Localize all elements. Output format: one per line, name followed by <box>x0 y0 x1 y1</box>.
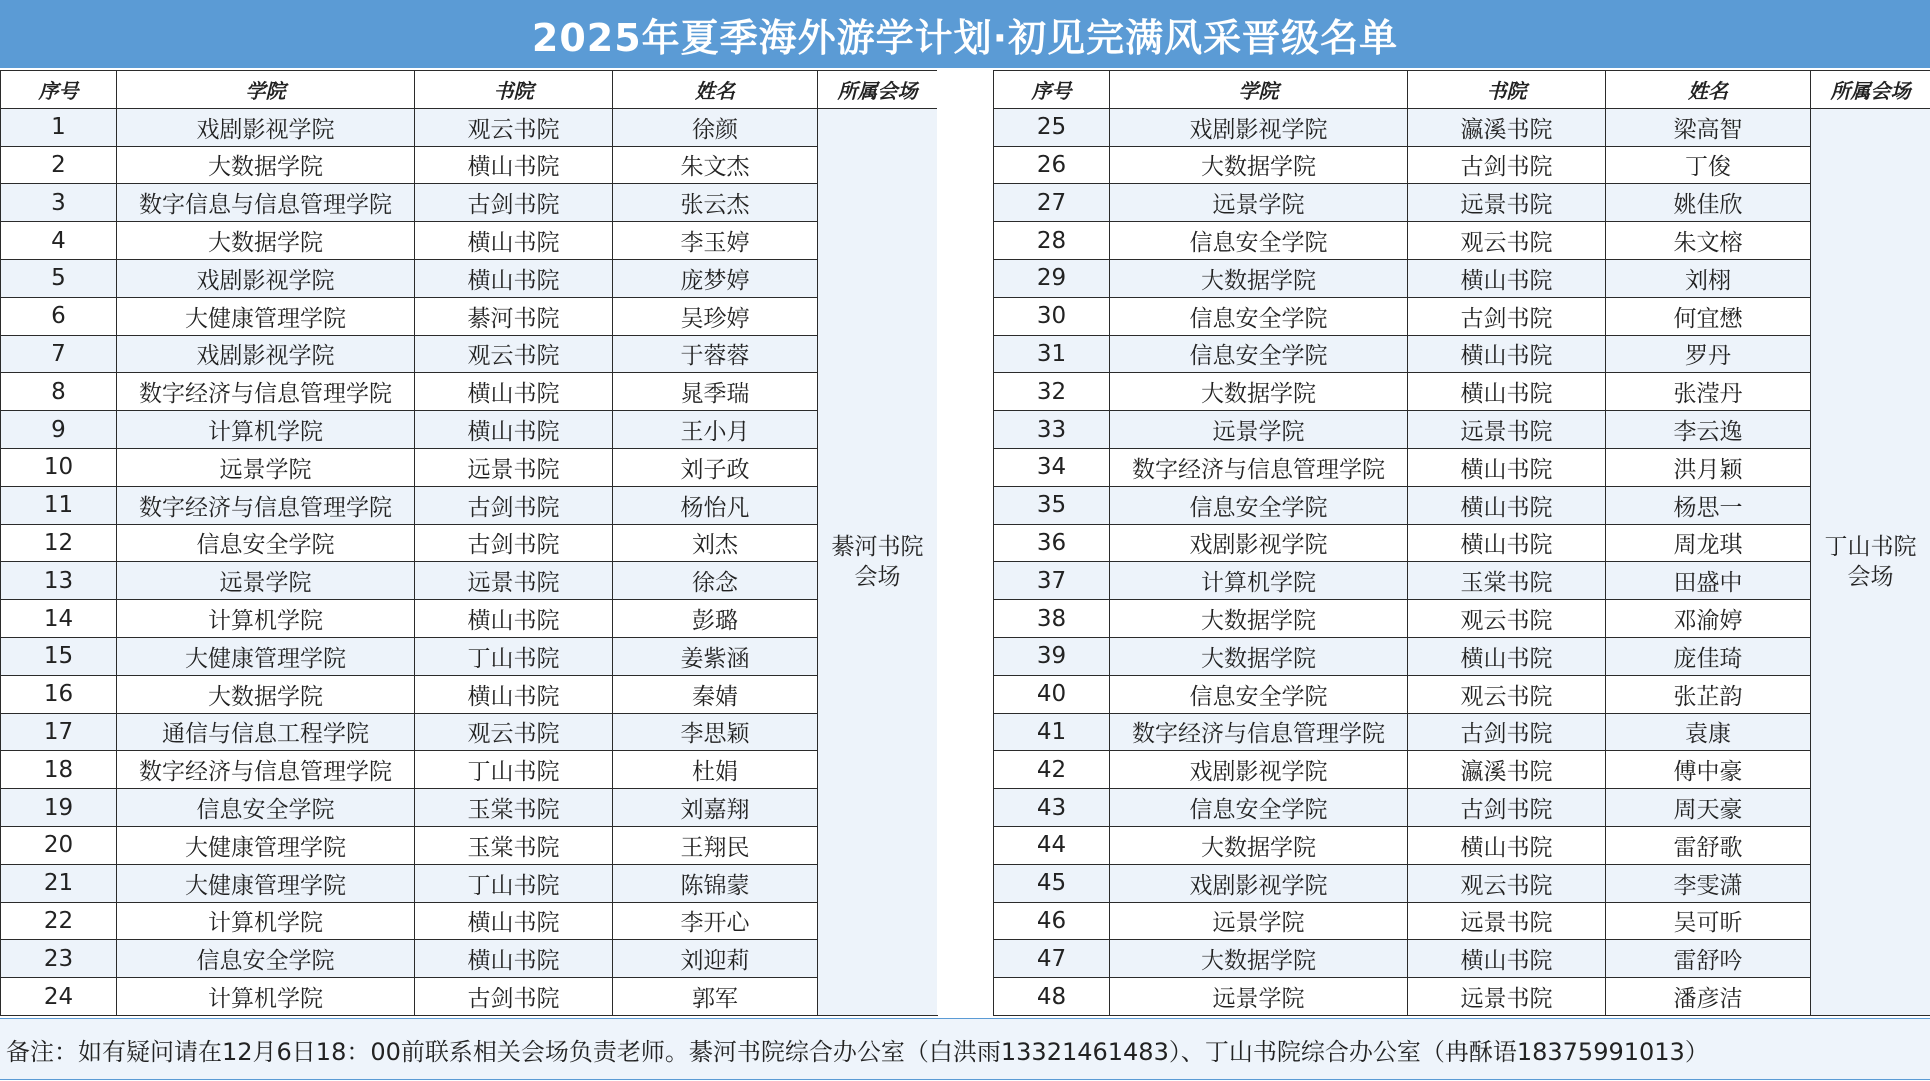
cell-name: 刘栩 <box>1606 259 1811 297</box>
cell-name: 潘彦洁 <box>1606 978 1811 1016</box>
cell-index: 9 <box>1 411 117 449</box>
cell-academy: 远景书院 <box>1408 978 1606 1016</box>
cell-college: 戏剧影视学院 <box>1110 108 1408 146</box>
cell-academy: 横山书院 <box>1408 373 1606 411</box>
cell-academy: 横山书院 <box>1408 637 1606 675</box>
cell-college: 数字信息与信息管理学院 <box>117 184 415 222</box>
table-row <box>1 486 938 524</box>
table-row <box>994 562 1930 600</box>
cell-academy: 观云书院 <box>1408 600 1606 638</box>
cell-name: 洪月颖 <box>1606 448 1811 486</box>
cell-academy: 玉棠书院 <box>415 789 613 827</box>
cell-name: 傅中豪 <box>1606 751 1811 789</box>
table-header-row <box>1 71 938 109</box>
cell-index: 44 <box>994 826 1110 864</box>
cell-name: 刘杰 <box>613 524 818 562</box>
cell-college: 戏剧影视学院 <box>1110 524 1408 562</box>
cell-college: 戏剧影视学院 <box>1110 864 1408 902</box>
cell-academy: 古剑书院 <box>1408 789 1606 827</box>
roster-table-left <box>0 70 938 1016</box>
cell-academy: 横山书院 <box>415 675 613 713</box>
cell-index: 17 <box>1 713 117 751</box>
cell-academy: 观云书院 <box>415 713 613 751</box>
cell-college: 信息安全学院 <box>1110 297 1408 335</box>
cell-academy: 横山书院 <box>415 600 613 638</box>
cell-name: 朱文杰 <box>613 146 818 184</box>
cell-name: 杨怡凡 <box>613 486 818 524</box>
cell-college: 信息安全学院 <box>1110 335 1408 373</box>
roster-body-left <box>1 108 938 1015</box>
cell-college: 信息安全学院 <box>117 524 415 562</box>
table-row <box>1 184 938 222</box>
table-row <box>994 637 1930 675</box>
cell-college: 戏剧影视学院 <box>117 259 415 297</box>
column-header-name: 姓名 <box>613 71 818 109</box>
cell-index: 41 <box>994 713 1110 751</box>
cell-academy: 横山书院 <box>1408 826 1606 864</box>
cell-college: 计算机学院 <box>1110 562 1408 600</box>
table-row <box>994 713 1930 751</box>
table-row <box>1 562 938 600</box>
table-row <box>1 600 938 638</box>
cell-name: 张芷韵 <box>1606 675 1811 713</box>
cell-name: 丁俊 <box>1606 146 1811 184</box>
cell-college: 大数据学院 <box>117 222 415 260</box>
cell-college: 戏剧影视学院 <box>117 108 415 146</box>
cell-index: 37 <box>994 562 1110 600</box>
table-row <box>994 373 1930 411</box>
cell-college: 信息安全学院 <box>1110 789 1408 827</box>
column-header-venue: 所属会场 <box>1811 71 1930 109</box>
cell-college: 远景学院 <box>1110 411 1408 449</box>
table-row <box>994 524 1930 562</box>
cell-college: 大数据学院 <box>117 675 415 713</box>
cell-college: 计算机学院 <box>117 902 415 940</box>
cell-academy: 横山书院 <box>415 411 613 449</box>
cell-academy: 远景书院 <box>1408 411 1606 449</box>
cell-academy: 古剑书院 <box>1408 713 1606 751</box>
table-row <box>1 637 938 675</box>
cell-academy: 古剑书院 <box>415 524 613 562</box>
cell-name: 何宜懋 <box>1606 297 1811 335</box>
cell-college: 数字经济与信息管理学院 <box>117 751 415 789</box>
roster-table-right <box>993 70 1930 1016</box>
cell-name: 彭璐 <box>613 600 818 638</box>
cell-college: 计算机学院 <box>117 600 415 638</box>
table-row <box>994 222 1930 260</box>
cell-academy: 观云书院 <box>415 108 613 146</box>
cell-index: 5 <box>1 259 117 297</box>
table-row <box>994 978 1930 1016</box>
cell-academy: 远景书院 <box>415 448 613 486</box>
cell-name: 吴可昕 <box>1606 902 1811 940</box>
table-row <box>1 373 938 411</box>
cell-academy: 横山书院 <box>415 373 613 411</box>
cell-name: 梁高智 <box>1606 108 1811 146</box>
cell-academy: 玉棠书院 <box>1408 562 1606 600</box>
cell-academy: 横山书院 <box>415 902 613 940</box>
cell-name: 张滢丹 <box>1606 373 1811 411</box>
table-row <box>994 411 1930 449</box>
table-row <box>1 297 938 335</box>
cell-index: 24 <box>1 978 117 1016</box>
table-row <box>994 486 1930 524</box>
venue-cell <box>818 108 938 1015</box>
cell-name: 于蓉蓉 <box>613 335 818 373</box>
cell-index: 1 <box>1 108 117 146</box>
cell-index: 23 <box>1 940 117 978</box>
cell-college: 信息安全学院 <box>117 940 415 978</box>
cell-index: 26 <box>994 146 1110 184</box>
table-row <box>1 524 938 562</box>
cell-name: 姚佳欣 <box>1606 184 1811 222</box>
cell-academy: 古剑书院 <box>1408 146 1606 184</box>
cell-name: 徐颜 <box>613 108 818 146</box>
table-row <box>994 448 1930 486</box>
table-row <box>1 146 938 184</box>
column-header-venue: 所属会场 <box>818 71 938 109</box>
cell-index: 35 <box>994 486 1110 524</box>
cell-academy: 綦河书院 <box>415 297 613 335</box>
venue-line1: 綦河书院 <box>831 533 924 560</box>
table-row <box>1 259 938 297</box>
cell-college: 通信与信息工程学院 <box>117 713 415 751</box>
table-row <box>1 713 938 751</box>
cell-index: 47 <box>994 940 1110 978</box>
cell-index: 45 <box>994 864 1110 902</box>
cell-college: 信息安全学院 <box>1110 486 1408 524</box>
cell-index: 16 <box>1 675 117 713</box>
cell-name: 袁康 <box>1606 713 1811 751</box>
cell-academy: 古剑书院 <box>415 978 613 1016</box>
cell-name: 刘子政 <box>613 448 818 486</box>
cell-academy: 远景书院 <box>1408 184 1606 222</box>
cell-name: 周天豪 <box>1606 789 1811 827</box>
cell-academy: 玉棠书院 <box>415 826 613 864</box>
cell-academy: 横山书院 <box>415 940 613 978</box>
cell-college: 大数据学院 <box>1110 637 1408 675</box>
cell-college: 大数据学院 <box>1110 826 1408 864</box>
table-row <box>994 259 1930 297</box>
cell-college: 数字经济与信息管理学院 <box>1110 448 1408 486</box>
column-header-academy: 书院 <box>1408 71 1606 109</box>
cell-name: 李雯潇 <box>1606 864 1811 902</box>
table-row <box>1 222 938 260</box>
table-row <box>994 335 1930 373</box>
cell-college: 大数据学院 <box>1110 600 1408 638</box>
cell-college: 大数据学院 <box>117 146 415 184</box>
cell-name: 秦婧 <box>613 675 818 713</box>
cell-name: 庞梦婷 <box>613 259 818 297</box>
cell-name: 李云逸 <box>1606 411 1811 449</box>
cell-index: 36 <box>994 524 1110 562</box>
cell-college: 远景学院 <box>117 562 415 600</box>
column-header-index: 序号 <box>994 71 1110 109</box>
cell-name: 周龙琪 <box>1606 524 1811 562</box>
cell-index: 38 <box>994 600 1110 638</box>
table-row <box>994 297 1930 335</box>
cell-name: 王翔民 <box>613 826 818 864</box>
table-row <box>1 108 938 146</box>
cell-index: 25 <box>994 108 1110 146</box>
cell-college: 大数据学院 <box>1110 373 1408 411</box>
table-row <box>1 335 938 373</box>
cell-index: 2 <box>1 146 117 184</box>
cell-college: 大数据学院 <box>1110 940 1408 978</box>
table-row <box>1 751 938 789</box>
cell-name: 庞佳琦 <box>1606 637 1811 675</box>
cell-college: 大健康管理学院 <box>117 826 415 864</box>
cell-index: 4 <box>1 222 117 260</box>
cell-college: 大健康管理学院 <box>117 864 415 902</box>
cell-academy: 观云书院 <box>1408 675 1606 713</box>
table-row <box>994 826 1930 864</box>
cell-college: 信息安全学院 <box>1110 675 1408 713</box>
cell-college: 远景学院 <box>1110 902 1408 940</box>
cell-college: 大数据学院 <box>1110 259 1408 297</box>
column-header-index: 序号 <box>1 71 117 109</box>
table-row <box>994 789 1930 827</box>
cell-index: 3 <box>1 184 117 222</box>
table-header-row <box>994 71 1930 109</box>
cell-index: 18 <box>1 751 117 789</box>
table-row <box>1 978 938 1016</box>
cell-name: 刘迎莉 <box>613 940 818 978</box>
venue-cell <box>1811 108 1930 1015</box>
column-header-name: 姓名 <box>1606 71 1811 109</box>
cell-index: 6 <box>1 297 117 335</box>
cell-college: 数字经济与信息管理学院 <box>117 373 415 411</box>
table-row <box>1 940 938 978</box>
cell-name: 杨思一 <box>1606 486 1811 524</box>
cell-index: 27 <box>994 184 1110 222</box>
column-header-college: 学院 <box>1110 71 1408 109</box>
table-row <box>994 600 1930 638</box>
table-row <box>994 751 1930 789</box>
cell-academy: 远景书院 <box>1408 902 1606 940</box>
cell-index: 12 <box>1 524 117 562</box>
cell-index: 10 <box>1 448 117 486</box>
cell-college: 大健康管理学院 <box>117 297 415 335</box>
venue-line2: 会场 <box>854 563 901 590</box>
cell-index: 29 <box>994 259 1110 297</box>
cell-college: 大数据学院 <box>1110 146 1408 184</box>
cell-index: 48 <box>994 978 1110 1016</box>
table-row <box>1 411 938 449</box>
cell-academy: 瀛溪书院 <box>1408 108 1606 146</box>
cell-name: 朱文榕 <box>1606 222 1811 260</box>
cell-academy: 远景书院 <box>415 562 613 600</box>
cell-college: 数字经济与信息管理学院 <box>1110 713 1408 751</box>
cell-college: 远景学院 <box>117 448 415 486</box>
table-row <box>1 789 938 827</box>
cell-name: 郭军 <box>613 978 818 1016</box>
cell-college: 戏剧影视学院 <box>1110 751 1408 789</box>
table-row <box>994 902 1930 940</box>
venue-line2: 会场 <box>1847 563 1894 590</box>
table-row <box>994 940 1930 978</box>
cell-index: 20 <box>1 826 117 864</box>
cell-name: 王小月 <box>613 411 818 449</box>
cell-index: 14 <box>1 600 117 638</box>
cell-college: 计算机学院 <box>117 411 415 449</box>
cell-academy: 横山书院 <box>1408 486 1606 524</box>
cell-college: 数字经济与信息管理学院 <box>117 486 415 524</box>
cell-college: 戏剧影视学院 <box>117 335 415 373</box>
cell-college: 大健康管理学院 <box>117 637 415 675</box>
cell-name: 邓渝婷 <box>1606 600 1811 638</box>
cell-academy: 古剑书院 <box>1408 297 1606 335</box>
cell-name: 雷舒吟 <box>1606 940 1811 978</box>
table-row <box>1 826 938 864</box>
cell-index: 40 <box>994 675 1110 713</box>
cell-academy: 横山书院 <box>1408 335 1606 373</box>
table-row <box>994 108 1930 146</box>
cell-index: 32 <box>994 373 1110 411</box>
cell-academy: 横山书院 <box>1408 940 1606 978</box>
roster-body-right <box>994 108 1930 1015</box>
cell-name: 姜紫涵 <box>613 637 818 675</box>
cell-index: 15 <box>1 637 117 675</box>
table-row <box>1 864 938 902</box>
cell-academy: 观云书院 <box>1408 222 1606 260</box>
cell-academy: 横山书院 <box>415 222 613 260</box>
cell-name: 罗丹 <box>1606 335 1811 373</box>
table-row <box>994 675 1930 713</box>
table-row <box>994 184 1930 222</box>
cell-index: 19 <box>1 789 117 827</box>
table-row <box>1 675 938 713</box>
cell-name: 杜娟 <box>613 751 818 789</box>
column-header-college: 学院 <box>117 71 415 109</box>
cell-academy: 观云书院 <box>1408 864 1606 902</box>
cell-index: 33 <box>994 411 1110 449</box>
cell-academy: 丁山书院 <box>415 751 613 789</box>
table-gap <box>937 70 993 1015</box>
cell-name: 吴珍婷 <box>613 297 818 335</box>
cell-name: 田盛中 <box>1606 562 1811 600</box>
cell-academy: 横山书院 <box>1408 448 1606 486</box>
cell-name: 李玉婷 <box>613 222 818 260</box>
venue-line1: 丁山书院 <box>1824 533 1917 560</box>
cell-academy: 丁山书院 <box>415 637 613 675</box>
cell-name: 张云杰 <box>613 184 818 222</box>
cell-name: 刘嘉翔 <box>613 789 818 827</box>
cell-college: 信息安全学院 <box>117 789 415 827</box>
cell-index: 13 <box>1 562 117 600</box>
table-row <box>994 864 1930 902</box>
cell-index: 46 <box>994 902 1110 940</box>
cell-index: 42 <box>994 751 1110 789</box>
cell-college: 远景学院 <box>1110 978 1408 1016</box>
cell-index: 28 <box>994 222 1110 260</box>
cell-index: 21 <box>1 864 117 902</box>
table-row <box>1 902 938 940</box>
cell-college: 计算机学院 <box>117 978 415 1016</box>
footer-note: 备注：如有疑问请在12月6日18：00前联系相关会场负责老师。綦河书院综合办公室（白洪雨13321461483）、丁山书院综合办公室（冉酥语18375991013） <box>0 1018 1930 1080</box>
cell-index: 30 <box>994 297 1110 335</box>
cell-name: 晁季瑞 <box>613 373 818 411</box>
cell-index: 11 <box>1 486 117 524</box>
cell-academy: 横山书院 <box>1408 524 1606 562</box>
cell-college: 远景学院 <box>1110 184 1408 222</box>
cell-name: 李思颖 <box>613 713 818 751</box>
cell-name: 雷舒歌 <box>1606 826 1811 864</box>
cell-index: 31 <box>994 335 1110 373</box>
cell-index: 34 <box>994 448 1110 486</box>
cell-academy: 古剑书院 <box>415 184 613 222</box>
cell-index: 7 <box>1 335 117 373</box>
cell-name: 陈锦蒙 <box>613 864 818 902</box>
table-row <box>994 146 1930 184</box>
cell-index: 8 <box>1 373 117 411</box>
cell-index: 43 <box>994 789 1110 827</box>
page-title: 2025年夏季海外游学计划·初见完满风采晋级名单 <box>0 0 1930 68</box>
cell-college: 信息安全学院 <box>1110 222 1408 260</box>
table-row <box>1 448 938 486</box>
cell-index: 22 <box>1 902 117 940</box>
cell-index: 39 <box>994 637 1110 675</box>
column-header-academy: 书院 <box>415 71 613 109</box>
cell-name: 李开心 <box>613 902 818 940</box>
cell-academy: 横山书院 <box>415 146 613 184</box>
cell-name: 徐念 <box>613 562 818 600</box>
cell-academy: 丁山书院 <box>415 864 613 902</box>
cell-academy: 观云书院 <box>415 335 613 373</box>
cell-academy: 古剑书院 <box>415 486 613 524</box>
cell-academy: 横山书院 <box>415 259 613 297</box>
cell-academy: 瀛溪书院 <box>1408 751 1606 789</box>
cell-academy: 横山书院 <box>1408 259 1606 297</box>
